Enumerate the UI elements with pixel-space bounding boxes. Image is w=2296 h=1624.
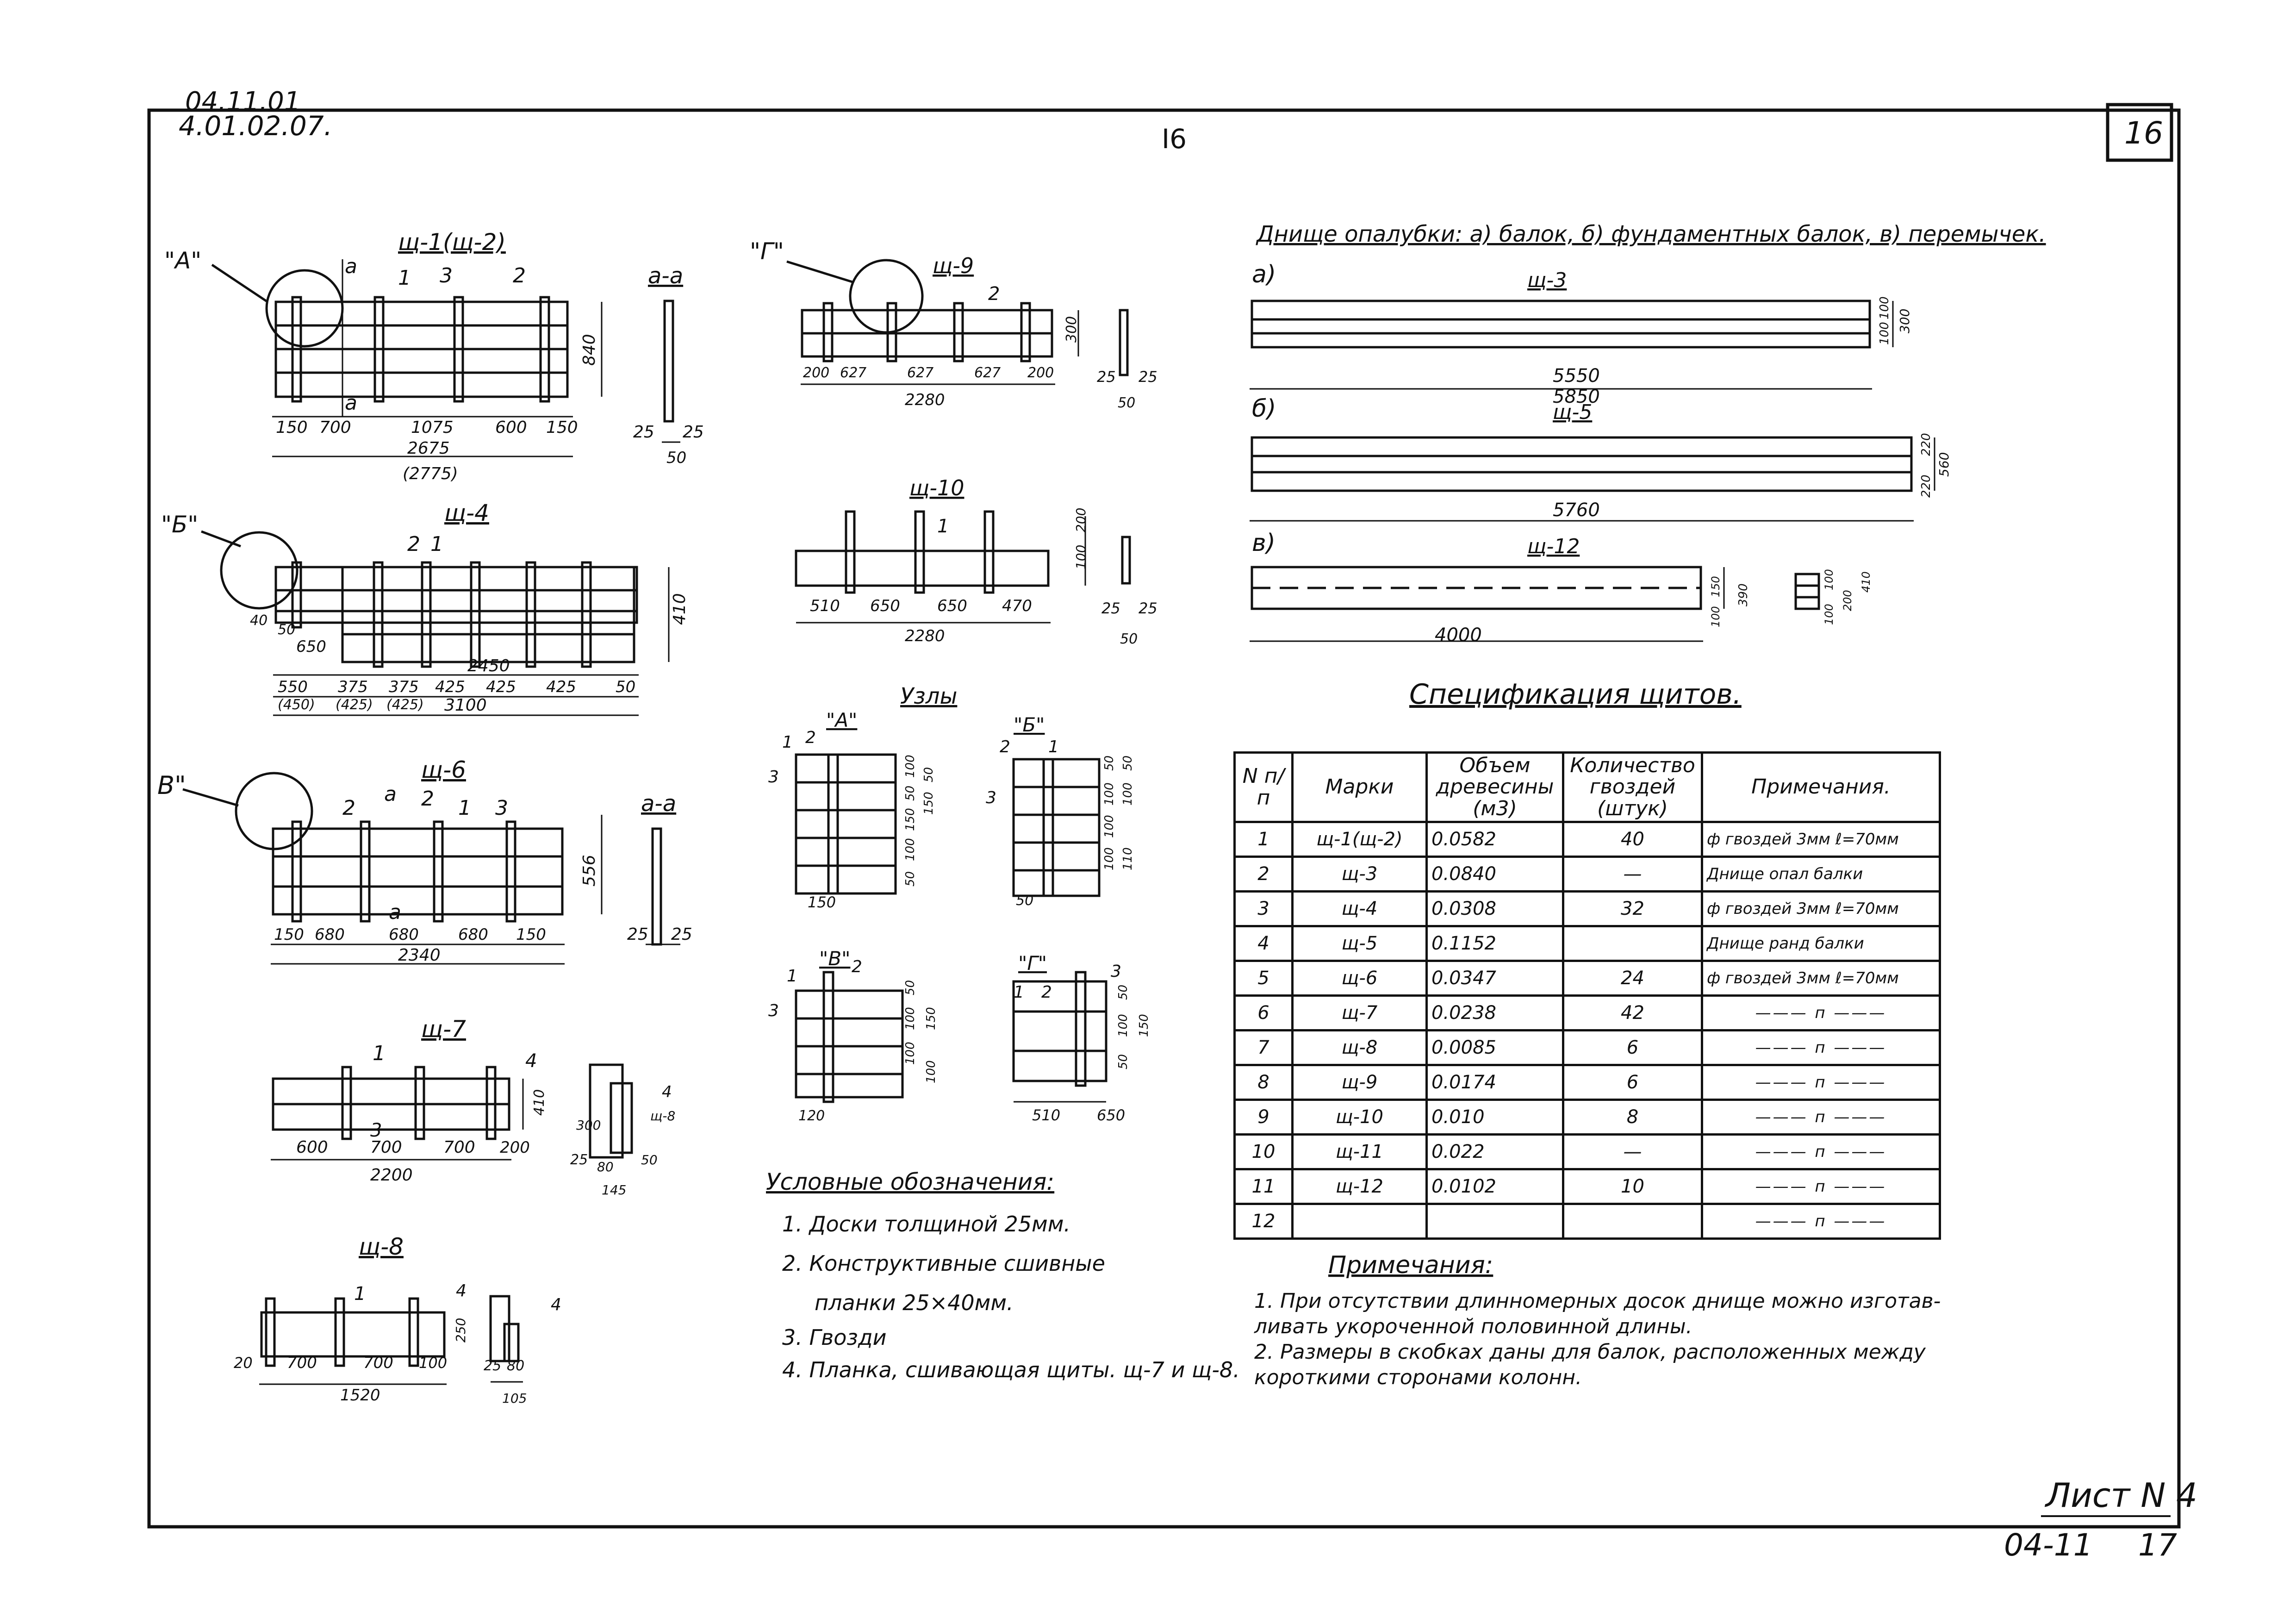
- bottom-v-length: 4000: [1435, 625, 1482, 646]
- node-A-dim: 50: [903, 785, 917, 801]
- legend-title: Условные обозначения:: [766, 1168, 1055, 1195]
- panel-shch6-dim: 150: [274, 925, 304, 944]
- page-center-number: I6: [1162, 123, 1187, 155]
- panel-shch1-callout: "А": [164, 247, 202, 274]
- panel-shch7-section-label: 80: [597, 1159, 614, 1174]
- bottom-b-label: б): [1252, 395, 1276, 423]
- node-B-part: 2: [1000, 737, 1010, 756]
- spec-cell: 4: [1235, 926, 1293, 961]
- panel-shch6-section-mark: а: [389, 900, 401, 924]
- spec-row: [1235, 996, 1940, 1031]
- panel-shch4-inner: 2450: [467, 656, 510, 675]
- spec-row: [1235, 1031, 1940, 1065]
- node-V-dim: 50: [903, 980, 917, 995]
- spec-cell: 0.0840: [1427, 857, 1563, 892]
- bottom-a-length: 5550: [1553, 365, 1600, 387]
- bottom-b-dim: 220: [1919, 475, 1933, 498]
- node-G-part: 3: [1111, 962, 1121, 981]
- panel-shch1-part: 2: [513, 264, 526, 287]
- panel-shch7-part: 4: [525, 1050, 537, 1072]
- node-A-dim: 150: [922, 792, 936, 815]
- panel-shch7-section-label: щ-8: [650, 1108, 676, 1124]
- bottom-v-label: в): [1252, 529, 1276, 557]
- node-B-dim: 100: [1121, 782, 1135, 806]
- panel-shch4-dim: 425: [546, 678, 576, 696]
- panel-shch4-dim: 425: [486, 678, 516, 696]
- bottom-a-dim: 100: [1878, 296, 1892, 319]
- node-B-dim: 100: [1102, 815, 1116, 838]
- spec-cell: 2: [1235, 857, 1293, 892]
- bottoms-title: Днище опалубки: а) балок, б) фундаментных балок, в) перемычек.: [1257, 221, 2046, 247]
- panel-shch1-dim: 700: [319, 418, 351, 437]
- panel-shch7-section-label: 4: [662, 1083, 672, 1101]
- spec-cell: [1427, 1204, 1563, 1239]
- node-V-part: 3: [768, 1001, 779, 1020]
- node-B-bottom: 50: [1016, 893, 1034, 909]
- spec-cell: щ-10: [1293, 1100, 1427, 1135]
- panel-shch6-dim: 680: [315, 925, 345, 944]
- spec-cell: 7: [1235, 1031, 1293, 1065]
- panel-shch8-section-dim: 25: [484, 1358, 502, 1374]
- spec-cell: щ-4: [1293, 892, 1427, 926]
- spec-cell: [1293, 1204, 1427, 1239]
- notes-line: короткими сторонами колонн.: [1254, 1366, 1582, 1389]
- panel-shch4-dim: 425: [435, 678, 465, 696]
- node-V-part: 1: [787, 967, 797, 986]
- spec-row: [1235, 892, 1940, 926]
- node-A-dim: 50: [922, 767, 936, 782]
- panel-shch7-section-label: 300: [576, 1118, 601, 1133]
- panel-shch7-section-label: 50: [641, 1152, 658, 1168]
- panel-shch10-dim: 650: [870, 597, 900, 615]
- panel-shch1-section-mark: а: [345, 255, 357, 278]
- node-A-label: "А": [826, 709, 858, 731]
- panel-shch6-title: щ-6: [421, 756, 466, 783]
- node-V-dim: 100: [924, 1060, 938, 1083]
- panel-shch10-title: щ-10: [909, 475, 964, 500]
- panel-shch4-callout: "Б": [161, 511, 199, 538]
- panel-shch10-total: 2280: [905, 627, 945, 645]
- node-G-label: "Г": [1018, 952, 1047, 974]
- panel-shch7-part: 1: [373, 1042, 386, 1065]
- spec-row: [1235, 961, 1940, 996]
- node-G-dim: 100: [1116, 1014, 1130, 1037]
- spec-cell: Днище опал балки: [1702, 857, 1940, 892]
- node-A-dim: 100: [903, 755, 917, 778]
- spec-cell: 0.1152: [1427, 926, 1563, 961]
- spec-cell: ——— п ———: [1702, 1065, 1940, 1100]
- panel-shch6-callout: В": [157, 771, 186, 800]
- spec-cell: 10: [1563, 1169, 1702, 1204]
- node-B-dim: 100: [1102, 847, 1116, 870]
- spec-cell: 0.0308: [1427, 892, 1563, 926]
- panel-shch7-dim: 700: [443, 1138, 475, 1157]
- node-A-bottom: 150: [808, 893, 836, 911]
- bottom-v-dim: 100: [1709, 606, 1722, 627]
- panel-shch1-section-mark: а: [345, 391, 357, 415]
- bottom-b-length-top: 5850: [1553, 386, 1600, 407]
- node-V-dim: 150: [924, 1007, 938, 1030]
- spec-cell: 8: [1235, 1065, 1293, 1100]
- panel-shch10-dim: 510: [810, 597, 840, 615]
- spec-header-cell: Примечания.: [1702, 753, 1940, 822]
- spec-cell: 6: [1235, 996, 1293, 1031]
- panel-shch10-height: 100: [1073, 544, 1089, 569]
- spec-cell: —: [1563, 1135, 1702, 1169]
- node-A-part: 1: [782, 733, 793, 752]
- node-B-label: "Б": [1014, 713, 1045, 736]
- panel-shch4-offset: 650: [296, 637, 326, 656]
- bottom-b-length: 5760: [1553, 500, 1600, 521]
- panel-shch9-total: 2280: [905, 391, 945, 409]
- panel-shch6-dim: 150: [516, 925, 546, 944]
- node-B: [1014, 759, 1099, 896]
- spec-cell: щ-12: [1293, 1169, 1427, 1204]
- panel-shch10-section-dim: 25: [1139, 600, 1157, 617]
- node-V-label: "В": [819, 947, 851, 970]
- spec-cell: щ-9: [1293, 1065, 1427, 1100]
- panel-shch1-dim: 150: [546, 418, 578, 437]
- panel-shch1-part: 1: [398, 266, 411, 290]
- panel-shch9-section-dim: 25: [1097, 368, 1116, 386]
- spec-row: [1235, 1169, 1940, 1204]
- panel-shch6-part: 2: [342, 796, 355, 820]
- spec-row: [1235, 1065, 1940, 1100]
- panel-shch1-part: 3: [440, 264, 453, 287]
- spec-cell: щ-5: [1293, 926, 1427, 961]
- legend-item: 2. Конструктивные сшивные: [782, 1251, 1105, 1276]
- spec-cell: 8: [1563, 1100, 1702, 1135]
- spec-cell: 9: [1235, 1100, 1293, 1135]
- spec-cell: —: [1563, 857, 1702, 892]
- bottom-b-dim: 560: [1936, 452, 1952, 477]
- spec-cell: щ-7: [1293, 996, 1427, 1031]
- spec-cell: 40: [1563, 822, 1702, 857]
- notes-line: 2. Размеры в скобках даны для балок, расположенных между: [1254, 1340, 1926, 1364]
- spec-cell: щ-11: [1293, 1135, 1427, 1169]
- legend-item: планки 25×40мм.: [815, 1290, 1014, 1315]
- sheet-label: Лист N 4: [2046, 1476, 2197, 1515]
- spec-cell: 1: [1235, 822, 1293, 857]
- panel-shch1-dim: 600: [495, 418, 527, 437]
- panel-shch6-section-dim: 25: [627, 925, 648, 944]
- bottom-a-dim: 300: [1897, 308, 1912, 333]
- panel-shch9-part: 2: [988, 283, 1000, 305]
- node-B-dim: 50: [1121, 755, 1135, 771]
- node-B-dim: 100: [1102, 782, 1116, 806]
- spec-cell: 0.0582: [1427, 822, 1563, 857]
- panel-shch9-section-dim: 50: [1118, 395, 1136, 411]
- legend-item: 3. Гвозди: [782, 1325, 887, 1350]
- bottom-b-dim: 220: [1919, 433, 1933, 456]
- panel-shch9-height: 300: [1064, 316, 1080, 343]
- panel-shch8-total: 1520: [340, 1386, 380, 1405]
- nodes-title: Узлы: [900, 683, 958, 709]
- bottom-v-dim: 390: [1736, 583, 1750, 606]
- panel-shch10-dim: 650: [937, 597, 967, 615]
- node-G-part: 1: [1014, 983, 1024, 1002]
- panel-shch7-total: 2200: [370, 1166, 413, 1185]
- node-G-dim: 50: [1116, 1054, 1130, 1069]
- panel-shch1-height: 840: [580, 334, 599, 366]
- spec-cell: ——— п ———: [1702, 1169, 1940, 1204]
- spec-cell: 12: [1235, 1204, 1293, 1239]
- panel-shch4-part: 1: [430, 532, 443, 556]
- node-A-dim: 50: [903, 871, 917, 887]
- spec-header-cell: Марки: [1293, 753, 1427, 822]
- panel-shch4-dim-alt: (425): [386, 697, 424, 713]
- spec-cell: [1563, 926, 1702, 961]
- node-B-dim: 110: [1121, 847, 1135, 870]
- panel-shch9-dim: 627: [907, 365, 934, 381]
- panel-shch9-dim: 627: [974, 365, 1001, 381]
- panel-shch9-title: щ-9: [933, 253, 974, 278]
- spec-cell: 24: [1563, 961, 1702, 996]
- spec-title: Спецификация щитов.: [1409, 678, 1742, 711]
- node-G-bottom: 650: [1097, 1106, 1126, 1124]
- spec-cell: ф гвоздей 3мм ℓ=70мм: [1702, 892, 1940, 926]
- panel-shch7-title: щ-7: [421, 1016, 466, 1043]
- panel-shch4-title: щ-4: [444, 500, 489, 526]
- panel-shch7-dim: 700: [370, 1138, 402, 1157]
- spec-row: [1235, 1204, 1940, 1239]
- node-B-part: 3: [986, 788, 996, 807]
- bottom-a-dim: 100: [1878, 322, 1892, 345]
- spec-header-row: [1235, 753, 1940, 822]
- spec-cell: 0.010: [1427, 1100, 1563, 1135]
- panel-shch1-section-title: а-а: [648, 263, 684, 289]
- panel-shch1-dim: 150: [276, 418, 308, 437]
- spec-cell: 5: [1235, 961, 1293, 996]
- spec-header-cell: Объем древесины (м3): [1427, 753, 1563, 822]
- bottom-number: 17: [2138, 1527, 2177, 1563]
- panel-shch8-dim: 100: [419, 1354, 448, 1372]
- panel-shch1-section-dim: 25: [633, 423, 654, 442]
- node-V-bottom: 120: [798, 1108, 825, 1124]
- panel-shch10-part: 1: [937, 516, 949, 537]
- panel-shch8-section-dim: 80: [507, 1358, 525, 1374]
- node-G-dim: 150: [1137, 1014, 1151, 1037]
- panel-shch7-height: 410: [531, 1089, 548, 1116]
- panel-shch4-left-small: 50: [278, 622, 296, 638]
- panel-shch8-title: щ-8: [359, 1233, 404, 1260]
- panel-shch7-part: 3: [370, 1120, 382, 1141]
- spec-cell: щ-1(щ-2): [1293, 822, 1427, 857]
- panel-shch6-dim: 680: [389, 925, 419, 944]
- panel-shch6-section-title: а-а: [641, 791, 677, 817]
- spec-cell: 32: [1563, 892, 1702, 926]
- spec-cell: 6: [1563, 1065, 1702, 1100]
- panel-shch1-total: 2675: [407, 439, 450, 458]
- bottom-v-mark: щ-12: [1527, 535, 1580, 558]
- panel-shch10-dim: 470: [1002, 597, 1032, 615]
- spec-cell: 0.0238: [1427, 996, 1563, 1031]
- panel-shch1-total-alt: (2775): [403, 464, 458, 483]
- spec-row: [1235, 822, 1940, 857]
- bottom-a-label: а): [1252, 261, 1276, 288]
- panel-shch8-part: 1: [354, 1283, 366, 1305]
- panel-shch6-height: 556: [580, 855, 599, 887]
- node-A-dim: 100: [903, 838, 917, 861]
- legend-item: 4. Планка, сшивающая щиты. щ-7 и щ-8.: [782, 1357, 1240, 1382]
- panel-shch6-part: 1: [458, 796, 471, 820]
- panel-shch7-section-label: 25: [570, 1152, 588, 1168]
- panel-shch9-dim: 627: [840, 365, 867, 381]
- panel-shch1-title: щ-1(щ-2): [398, 229, 506, 256]
- panel-shch9-dim: 200: [803, 365, 830, 381]
- node-A-dim: 150: [903, 808, 917, 831]
- node-A-part: 3: [768, 768, 779, 787]
- panel-shch9-callout: "Г": [750, 238, 784, 265]
- panel-shch4-dim: 375: [338, 678, 368, 696]
- bottom-v-detail-dim: 100: [1823, 569, 1836, 590]
- panel-shch4-dim: 550: [278, 678, 308, 696]
- spec-cell: [1563, 1204, 1702, 1239]
- panel-shch6-total: 2340: [398, 946, 441, 965]
- panel-shch7-dim: 200: [500, 1138, 530, 1157]
- bottom-a-mark: щ-3: [1527, 269, 1567, 292]
- panel-shch9-section-dim: 25: [1139, 368, 1157, 386]
- spec-cell: 0.0085: [1427, 1031, 1563, 1065]
- panel-shch8-section-dim: 105: [502, 1391, 527, 1406]
- notes-title: Примечания:: [1328, 1251, 1493, 1279]
- bottom-code: 04-11: [2004, 1527, 2093, 1563]
- spec-cell: щ-3: [1293, 857, 1427, 892]
- panel-shch4-part: 2: [407, 532, 420, 556]
- panel-shch6-part: 2: [421, 787, 434, 811]
- spec-cell: 0.0174: [1427, 1065, 1563, 1100]
- legend-item: 1. Доски толщиной 25мм.: [782, 1212, 1071, 1237]
- spec-cell: 0.0347: [1427, 961, 1563, 996]
- spec-cell: ——— п ———: [1702, 1031, 1940, 1065]
- panel-shch4-height: 410: [670, 593, 689, 625]
- panel-shch10-section-dim: 25: [1101, 600, 1120, 617]
- node-B-part: 1: [1048, 737, 1059, 756]
- spec-cell: ф гвоздей 3мм ℓ=70мм: [1702, 822, 1940, 857]
- spec-cell: щ-6: [1293, 961, 1427, 996]
- panel-shch1-dim: 1075: [411, 418, 454, 437]
- spec-row: [1235, 1100, 1940, 1135]
- panel-shch8-height: 250: [453, 1318, 468, 1343]
- spec-cell: ——— п ———: [1702, 1135, 1940, 1169]
- spec-row: [1235, 1135, 1940, 1169]
- spec-cell: ——— п ———: [1702, 1100, 1940, 1135]
- spec-cell: 11: [1235, 1169, 1293, 1204]
- spec-cell: 0.022: [1427, 1135, 1563, 1169]
- spec-cell: 0.0102: [1427, 1169, 1563, 1204]
- spec-header-cell: Количество гвоздей (штук): [1563, 753, 1702, 822]
- bottom-v: [1250, 567, 1819, 641]
- code-sub: 4.01.02.07.: [179, 110, 333, 142]
- node-G-dim: 50: [1116, 984, 1130, 1000]
- panel-shch8-part: 4: [551, 1295, 561, 1314]
- node-G: [1014, 972, 1106, 1102]
- panel-shch6-part: 3: [495, 796, 508, 820]
- panel-shch8-dim: 700: [363, 1354, 393, 1372]
- node-V: [796, 972, 902, 1102]
- spec-header-cell: N п/п: [1235, 753, 1293, 822]
- node-V-part: 2: [852, 957, 862, 976]
- node-V-dim: 100: [903, 1007, 917, 1030]
- spec-table-body: [1235, 753, 1940, 1239]
- panel-shch1-section-dim: 25: [683, 423, 704, 442]
- panel-shch8-dim: 700: [287, 1354, 317, 1372]
- panel-shch4-total: 3100: [444, 696, 487, 715]
- spec-row: [1235, 926, 1940, 961]
- node-A: [796, 755, 896, 893]
- spec-cell: ——— п ———: [1702, 996, 1940, 1031]
- panel-shch6-section-mark: а: [384, 782, 397, 806]
- spec-cell: 10: [1235, 1135, 1293, 1169]
- node-B-dim: 50: [1102, 755, 1116, 771]
- panel-shch4-dim-alt: (450): [278, 697, 315, 713]
- bottom-v-dim: 150: [1709, 576, 1722, 597]
- spec-row: [1235, 857, 1940, 892]
- node-A-part: 2: [805, 728, 816, 747]
- panel-shch10-height: 200: [1073, 507, 1089, 532]
- spec-cell: ф гвоздей 3мм ℓ=70мм: [1702, 961, 1940, 996]
- node-G-part: 2: [1041, 983, 1052, 1002]
- panel-shch7-dim: 600: [296, 1138, 328, 1157]
- bottom-v-detail-dim: 410: [1860, 571, 1873, 593]
- spec-cell: Днище ранд балки: [1702, 926, 1940, 961]
- panel-shch8-part: 4: [456, 1281, 467, 1300]
- node-G-bottom: 510: [1032, 1106, 1061, 1124]
- panel-shch4-dim-alt: (425): [336, 697, 373, 713]
- spec-cell: 42: [1563, 996, 1702, 1031]
- notes-line: ливать укороченной половинной длины.: [1254, 1315, 1692, 1338]
- bottom-v-detail-dim: 200: [1841, 590, 1854, 611]
- panel-shch1-section-dim: 50: [666, 449, 687, 467]
- panel-shch4-dim: 50: [616, 678, 636, 696]
- panel-shch6-dim: 680: [458, 925, 488, 944]
- panel-shch6-section-dim: 25: [671, 925, 692, 944]
- spec-cell: щ-8: [1293, 1031, 1427, 1065]
- panel-shch7-section-label: 145: [602, 1182, 627, 1198]
- spec-cell: 6: [1563, 1031, 1702, 1065]
- panel-shch4-dim: 375: [389, 678, 419, 696]
- spec-table: [1233, 751, 1941, 1240]
- notes-line: 1. При отсутствии длинномерных досок днище можно изготав-: [1254, 1289, 1941, 1313]
- bottom-v-detail-dim: 100: [1823, 604, 1836, 625]
- node-V-dim: 100: [903, 1042, 917, 1065]
- panel-shch8-dim: 20: [234, 1354, 253, 1372]
- panel-shch4-side: 40: [250, 612, 268, 629]
- panel-shch9-dim: 200: [1027, 365, 1054, 381]
- bottom-b-mark: щ-5: [1553, 400, 1593, 424]
- panel-shch10-section-dim: 50: [1120, 631, 1138, 647]
- code-top: 04.11.01: [185, 87, 301, 117]
- sheet-corner-number: 16: [2124, 115, 2163, 151]
- spec-cell: 3: [1235, 892, 1293, 926]
- spec-cell: ——— п ———: [1702, 1204, 1940, 1239]
